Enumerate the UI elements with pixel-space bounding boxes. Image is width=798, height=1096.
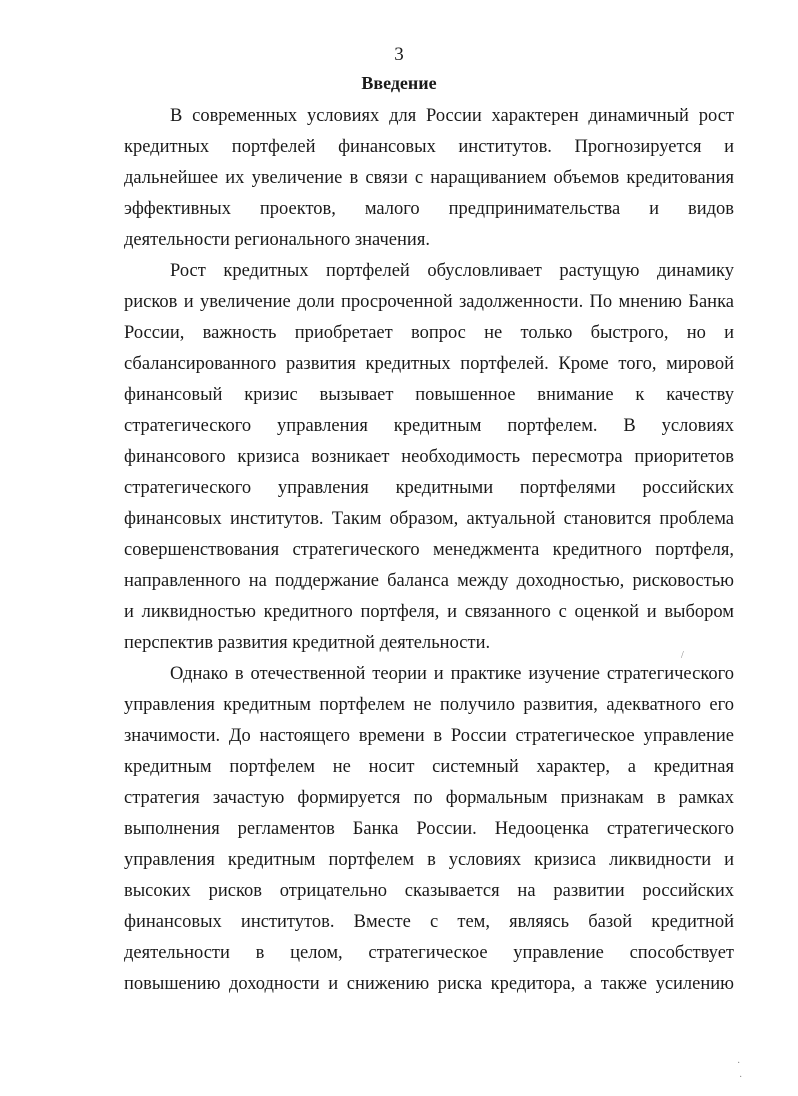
text-line: Однако в отечественной теории и практике изучение стратегического — [170, 664, 734, 684]
text-line: дальнейшее их увеличение в связи с наращиванием объемов кредитования — [124, 168, 734, 188]
text-line: деятельности в целом, стратегическое управление способствует — [124, 943, 734, 963]
text-line: стратегического управления кредитным портфелем. В условиях — [124, 416, 734, 436]
paragraph-1 — [124, 101, 734, 256]
paragraph-2 — [124, 256, 734, 659]
text-line: В современных условиях для России характерен динамичный рост — [170, 106, 734, 126]
text-line: высоких рисков отрицательно сказывается на развитии российских — [124, 881, 734, 901]
text-line: выполнения регламентов Банка России. Недооценка стратегического — [124, 819, 734, 839]
text-line: финансовых институтов. Вместе с тем, являясь базой кредитной — [124, 912, 734, 932]
text-line: эффективных проектов, малого предпринимательства и видов — [124, 199, 734, 219]
text-line: управления кредитным портфелем в условиях кризиса ликвидности и — [124, 850, 734, 870]
text-line: стратегического управления кредитными портфелями российских — [124, 478, 734, 498]
text-line: Рост кредитных портфелей обусловливает растущую динамику — [170, 261, 734, 281]
text-line: кредитных портфелей финансовых институтов. Прогнозируется и — [124, 137, 734, 157]
text-line: финансовый кризис вызывает повышенное внимание к качеству — [124, 385, 734, 405]
scan-artifact: · — [739, 1072, 743, 1083]
text-line: финансовых институтов. Таким образом, актуальной становится проблема — [124, 509, 734, 529]
text-line: стратегия зачастую формируется по формальным признакам в рамках — [124, 788, 734, 808]
text-line: повышению доходности и снижению риска кредитора, а также усилению — [124, 974, 734, 994]
text-line: финансового кризиса возникает необходимость пересмотра приоритетов — [124, 447, 734, 467]
text-line: рисков и увеличение доли просроченной задолженности. По мнению Банка — [124, 292, 734, 312]
section-heading: Введение — [361, 73, 437, 93]
scan-artifact: / — [681, 650, 684, 661]
text-line: и ликвидностью кредитного портфеля, и связанного с оценкой и выбором — [124, 602, 734, 622]
text-line: сбалансированного развития кредитных портфелей. Кроме того, мировой — [124, 354, 734, 374]
text-line: России, важность приобретает вопрос не только быстрого, но и — [124, 323, 734, 343]
text-line: управления кредитным портфелем не получило развития, адекватного его — [124, 695, 734, 715]
body-text — [124, 101, 734, 1000]
paragraph-3 — [124, 659, 734, 1000]
text-line: направленного на поддержание баланса между доходностью, рисковостью — [124, 571, 734, 591]
scan-artifact: · — [737, 1058, 741, 1069]
text-line: совершенствования стратегического менеджмента кредитного портфеля, — [124, 540, 734, 560]
text-line: кредитным портфелем не носит системный характер, а кредитная — [124, 757, 734, 777]
text-line: деятельности регионального значения. — [124, 230, 430, 250]
page-number: 3 — [394, 44, 404, 65]
text-line: перспектив развития кредитной деятельности. — [124, 633, 491, 653]
text-line: значимости. До настоящего времени в России стратегическое управление — [124, 726, 734, 746]
